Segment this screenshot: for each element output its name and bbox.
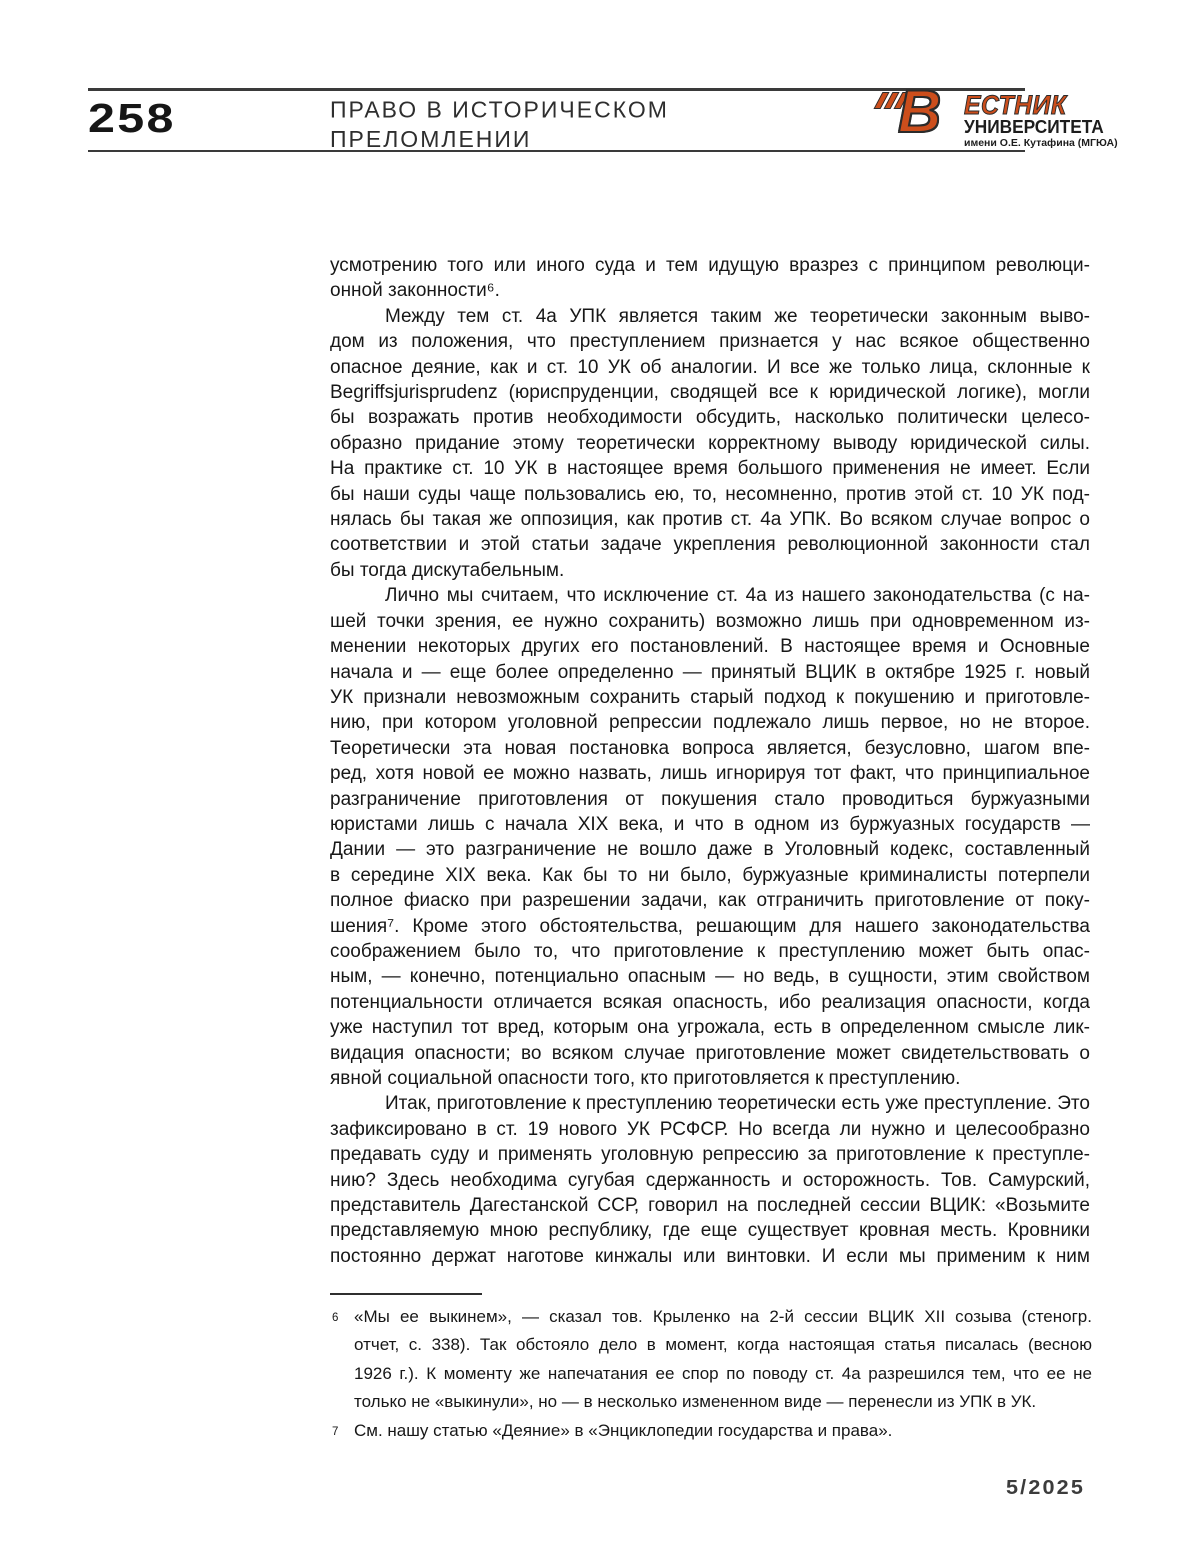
body-line: в середине XIX века. Как бы то ни было, буржуазные криминалисты потерпели xyxy=(330,864,1090,886)
body-line: полное фиаско при разрешении задачи, как отграничить приготовление от поку- xyxy=(330,890,1090,912)
body-line: нялась бы такая же оппозиция, как против ст. 4а УПК. Во всяком случае вопрос о xyxy=(330,509,1090,531)
body-line: Begriffsjurisprudenz (юриспруденции, сводящей все к юридической логике), могли xyxy=(330,382,1090,404)
paragraph xyxy=(330,583,1090,1091)
body-line: предавать суду и применять уголовную репрессию за приготовление к преступле- xyxy=(330,1144,1090,1166)
footnote xyxy=(330,1417,1092,1445)
footnote-marker: 6 xyxy=(332,1312,339,1324)
footnote-divider xyxy=(330,1293,482,1295)
body-line: ным, — конечно, потенциально опасным — но ведь, в сущности, этим свойством xyxy=(330,966,1090,988)
body-line: нию, при котором уголовной репрессии подлежало лишь первое, но не второе. xyxy=(330,712,1090,734)
section-title-line2: ПРЕЛОМЛЕНИИ xyxy=(330,125,532,153)
body-line: бы наши суды чаще пользовались ею, то, несомненно, против этой ст. 10 УК под- xyxy=(330,483,1090,505)
issue-number: 5/2025 xyxy=(1006,1477,1086,1499)
body-line: На практике ст. 10 УК в настоящее время большого применения не имеет. Если xyxy=(330,458,1090,480)
body-line: УК признали невозможным сохранить старый подход к покушению и приготовле- xyxy=(330,686,1090,708)
body-line: представляемую мною республику, где еще существует кровная месть. Кровники xyxy=(330,1220,1090,1242)
body-line: дом из положения, что преступлением признается у нас всякое общественно xyxy=(330,331,1090,353)
body-line: образно придание этому теоретически корректному выводу юридической силы. xyxy=(330,432,1090,454)
body-line: бы возражать против необходимости обсудить, насколько политически целесо- xyxy=(330,407,1090,429)
body-line: Между тем ст. 4а УПК является таким же теоретически законным выво- xyxy=(385,305,1090,327)
footnote xyxy=(330,1303,1092,1417)
logo-subtitle: УНИВЕРСИТЕТА xyxy=(964,117,1104,137)
footnote-line: См. нашу статью «Деяние» в «Энциклопедии государства и права». xyxy=(354,1420,893,1440)
body-line: шей точки зрения, ее нужно сохранить) возможно лишь при одновременном из- xyxy=(330,610,1090,632)
body-line: представитель Дагестанской ССР, говорил на последней сессии ВЦИК: «Возьмите xyxy=(330,1195,1090,1217)
logo-initial-letter: В xyxy=(898,78,942,145)
body-line: опасное деяние, как и ст. 10 УК об аналогии. И все же только лица, склонные к xyxy=(330,356,1090,378)
body-line: соображением было то, что приготовление к преступлению может быть опас- xyxy=(330,940,1090,962)
footnotes xyxy=(330,1303,1092,1445)
article-body xyxy=(330,253,1090,1269)
footnote-line: только не «выкинули», но — в несколько измененном виде — перенесли из УПК в УК. xyxy=(354,1392,1037,1412)
footnote-marker: 7 xyxy=(332,1425,339,1438)
body-line: зафиксировано в ст. 19 нового УК РСФСР. Но всегда ли нужно и целесообразно xyxy=(330,1118,1090,1140)
logo-text-column xyxy=(964,90,1118,149)
body-line: ред, хотя новой ее можно назвать, лишь игнорируя тот факт, что принципиальное xyxy=(330,763,1090,785)
body-line: разграничение приготовления от покушения стало проводиться буржуазными xyxy=(330,788,1090,810)
section-title-line1: ПРАВО В ИСТОРИЧЕСКОМ xyxy=(330,96,669,123)
body-line: явной социальной опасности того, кто приготовляется к преступлению. xyxy=(330,1068,961,1089)
body-line: начала и — еще более определенно — принятый ВЦИК в октябре 1925 г. новый xyxy=(330,661,1090,683)
body-line: шения⁷. Кроме этого обстоятельства, решающим для нашего законодательства xyxy=(330,915,1090,937)
paragraph xyxy=(330,1091,1090,1269)
body-line: Дании — это разграничение не вошло даже в Уголовный кодекс, составленный xyxy=(330,839,1090,861)
logo-title: ЕСТНИК xyxy=(964,90,1067,120)
page-number: 258 xyxy=(88,95,176,141)
body-line: бы тогда дискутабельным. xyxy=(330,559,565,581)
body-line: уже наступил тот вред, которым она угрожала, есть в определенном смысле лик- xyxy=(330,1017,1090,1039)
paragraph xyxy=(330,253,1090,304)
body-line: нию? Здесь необходима сугубая сдержанность и осторожность. Тов. Самурский, xyxy=(330,1169,1090,1191)
footnote-line: отчет, с. 338). Так обстояло дело в момент, когда настоящая статья писалась (весною xyxy=(354,1335,1092,1355)
body-line: менении некоторых других его постановлений. В настоящее время и Основные xyxy=(330,636,1090,658)
paragraph xyxy=(330,304,1090,583)
footnote-line: «Мы ее выкинем», — сказал тов. Крыленко на 2-й сессии ВЦИК XII созыва (стеногр. xyxy=(354,1307,1092,1326)
body-line: соответствии и этой статьи задаче укрепления революционной законности стал xyxy=(330,534,1090,556)
body-line: усмотрению того или иного суда и тем идущую вразрез с принципом революци- xyxy=(330,255,1090,276)
body-line: Теоретически эта новая постановка вопроса является, безусловно, шагом впе- xyxy=(330,737,1090,759)
body-line: потенциальности отличается всякая опасность, ибо реализация опасности, когда xyxy=(330,991,1090,1013)
body-line: Итак, приготовление к преступлению теоретически есть уже преступление. Это xyxy=(385,1093,1090,1115)
body-line: Лично мы считаем, что исключение ст. 4а из нашего законодательства (с на- xyxy=(385,585,1090,607)
logo-tagline: имени О.Е. Кутафина (МГЮА) xyxy=(964,137,1118,149)
body-line: онной законности⁶. xyxy=(330,280,500,302)
footnote-line: 1926 г.). К моменту же напечатания ее спор по поводу ст. 4а разрешился тем, что ее не xyxy=(354,1363,1092,1383)
vestnik-logo xyxy=(878,78,1118,152)
section-title xyxy=(330,95,669,154)
body-line: постоянно держат наготове кинжалы или винтовки. И если мы применим к ним xyxy=(330,1245,1090,1267)
body-line: видация опасности; во всяком случае приготовление может свидетельствовать о xyxy=(330,1042,1090,1064)
body-line: юристами лишь с начала XIX века, и что в одном из буржуазных государств — xyxy=(330,813,1090,835)
